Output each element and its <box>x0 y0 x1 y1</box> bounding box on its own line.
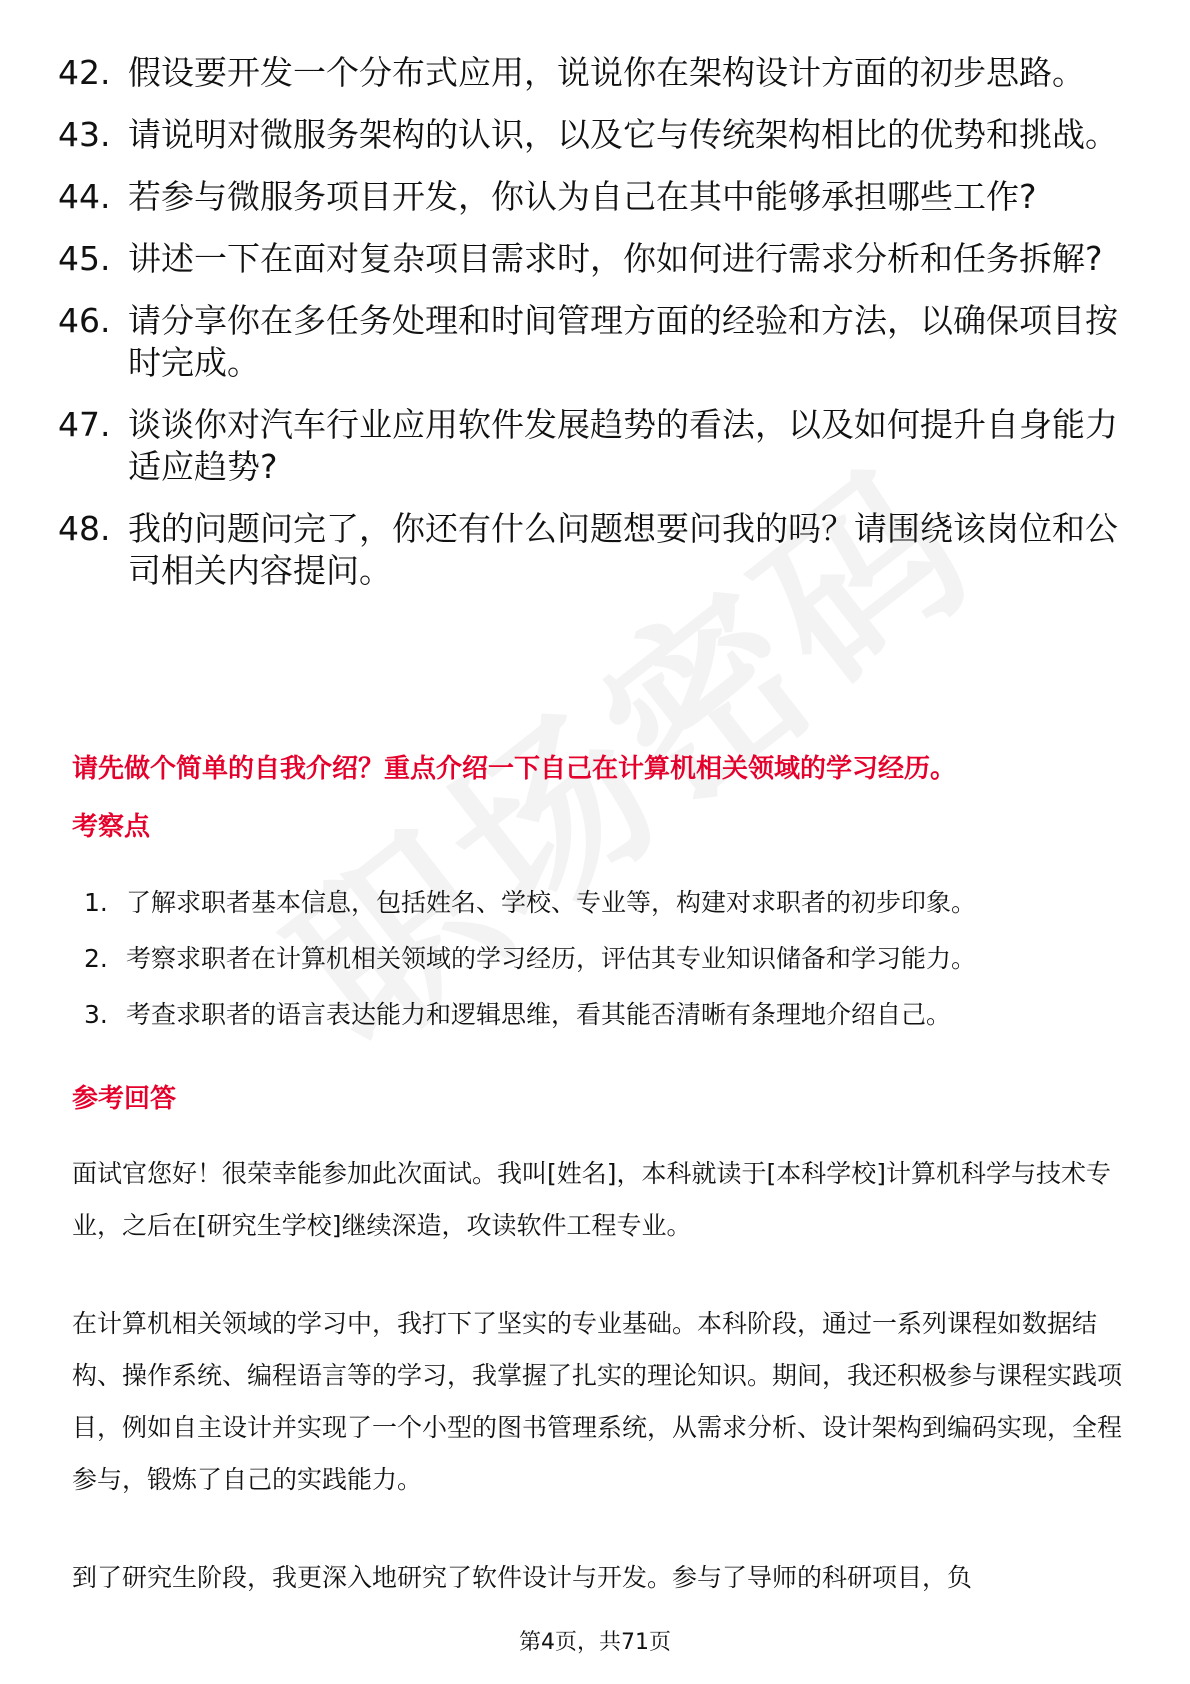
answer-paragraph: 在计算机相关领域的学习中，我打下了坚实的专业基础。本科阶段，通过一系列课程如数据结构、操作系统、编程语言等的学习，我掌握了扎实的理论知识。期间，我还积极参与课程实践项目，例如自主设计并实现了一个小型的图书管理系统，从需求分析、设计架构到编码实现，全程参与，锻炼了自己的实践能力。 <box>72 1309 1123 1494</box>
points-heading: 考察点 <box>72 812 151 842</box>
item-number: 46. <box>58 301 111 340</box>
item-text: 谈谈你对汽车行业应用软件发展趋势的看法，以及如何提升自身能力适应趋势? <box>128 405 1118 486</box>
item-text: 讲述一下在面对复杂项目需求时，你如何进行需求分析和任务拆解? <box>128 239 1103 278</box>
page-footer: 第4页，共71页 <box>519 1630 671 1655</box>
question-list <box>58 52 1128 612</box>
points-list <box>84 886 1144 1054</box>
answer-heading: 参考回答 <box>72 1084 177 1114</box>
list-item <box>58 404 1128 488</box>
list-item <box>58 238 1128 280</box>
highlight-question: 请先做个简单的自我介绍？重点介绍一下自己在计算机相关领域的学习经历。 <box>72 754 957 784</box>
list-item <box>58 52 1128 94</box>
item-number: 1. <box>84 888 108 917</box>
item-text: 考察求职者在计算机相关领域的学习经历，评估其专业知识储备和学习能力。 <box>126 944 977 973</box>
item-text: 了解求职者基本信息，包括姓名、学校、专业等，构建对求职者的初步印象。 <box>126 888 977 917</box>
item-number: 45. <box>58 239 111 278</box>
item-text: 考查求职者的语言表达能力和逻辑思维，看其能否清晰有条理地介绍自己。 <box>126 1000 952 1029</box>
item-text: 请说明对微服务架构的认识，以及它与传统架构相比的优势和挑战。 <box>128 115 1118 154</box>
item-text: 我的问题问完了，你还有什么问题想要问我的吗？请围绕该岗位和公司相关内容提问。 <box>128 509 1118 590</box>
list-item <box>84 942 1144 976</box>
answer-paragraph: 面试官您好！很荣幸能参加此次面试。我叫[姓名]，本科就读于[本科学校]计算机科学与技术专业，之后在[研究生学校]继续深造，攻读软件工程专业。 <box>72 1159 1112 1240</box>
item-text: 假设要开发一个分布式应用，说说你在架构设计方面的初步思路。 <box>128 53 1085 92</box>
item-number: 47. <box>58 405 111 444</box>
item-number: 42. <box>58 53 111 92</box>
list-item <box>84 886 1144 920</box>
item-number: 48. <box>58 509 111 548</box>
list-item <box>58 176 1128 218</box>
item-number: 44. <box>58 177 111 216</box>
list-item <box>58 114 1128 156</box>
list-item <box>58 508 1128 592</box>
item-number: 3. <box>84 1000 108 1029</box>
list-item <box>84 998 1144 1032</box>
item-number: 2. <box>84 944 108 973</box>
item-number: 43. <box>58 115 111 154</box>
item-text: 请分享你在多任务处理和时间管理方面的经验和方法，以确保项目按时完成。 <box>128 301 1118 382</box>
item-text: 若参与微服务项目开发，你认为自己在其中能够承担哪些工作? <box>128 177 1037 216</box>
answer-paragraph: 到了研究生阶段，我更深入地研究了软件设计与开发。参与了导师的科研项目，负 <box>72 1563 973 1592</box>
list-item <box>58 300 1128 384</box>
